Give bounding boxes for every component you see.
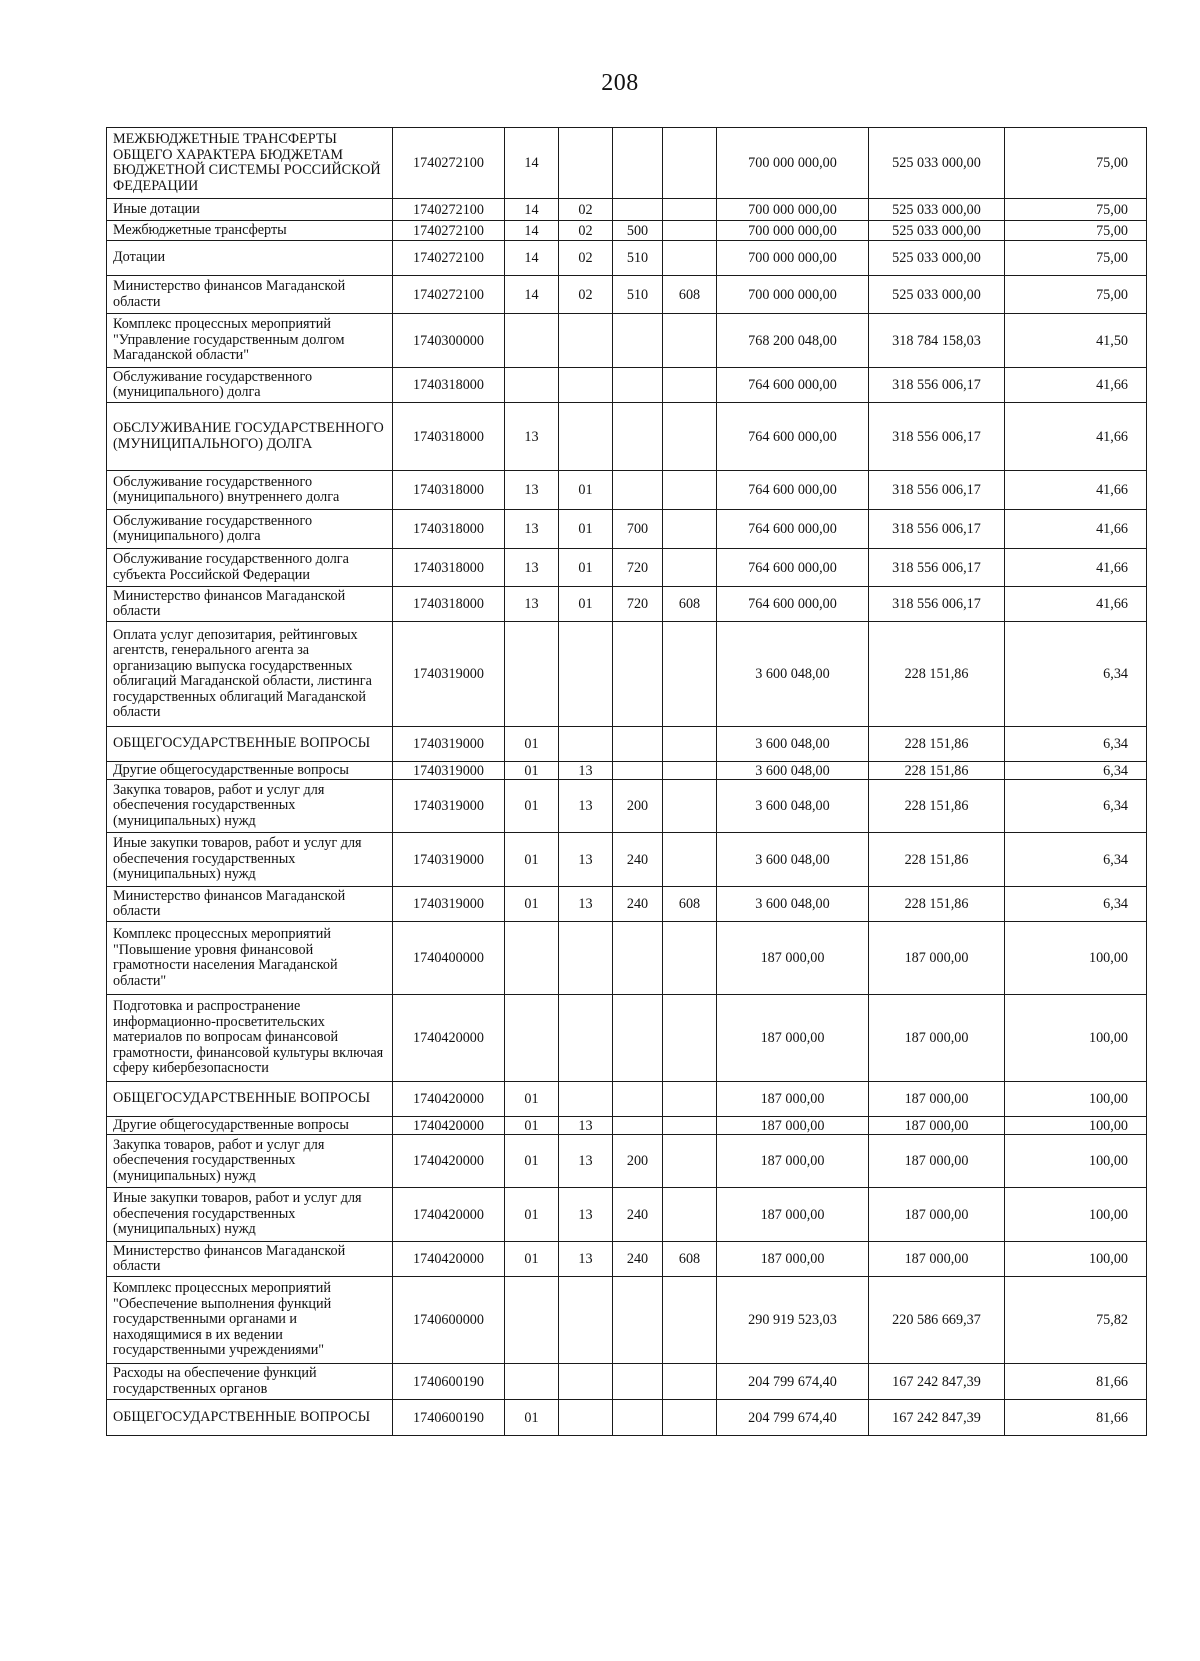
expense-type-code — [613, 368, 663, 403]
administrator-code — [663, 622, 717, 727]
table-row — [107, 314, 1147, 368]
executed-amount: 318 556 006,17 — [869, 403, 1005, 471]
expense-type-code: 500 — [613, 221, 663, 241]
executed-amount: 187 000,00 — [869, 1082, 1005, 1117]
target-article-code: 1740318000 — [393, 368, 505, 403]
target-article-code: 1740319000 — [393, 887, 505, 922]
planned-amount: 204 799 674,40 — [717, 1364, 869, 1400]
table-row — [107, 549, 1147, 587]
execution-percent: 75,00 — [1005, 128, 1147, 199]
planned-amount: 3 600 048,00 — [717, 780, 869, 833]
table-row — [107, 587, 1147, 622]
subsection-code — [559, 1364, 613, 1400]
executed-amount: 525 033 000,00 — [869, 199, 1005, 221]
execution-percent: 6,34 — [1005, 833, 1147, 887]
execution-percent: 81,66 — [1005, 1364, 1147, 1400]
row-name: Обслуживание государственного долга субъекта Российской Федерации — [107, 549, 393, 587]
planned-amount: 290 919 523,03 — [717, 1277, 869, 1364]
section-code: 01 — [505, 762, 559, 780]
target-article-code: 1740319000 — [393, 762, 505, 780]
execution-percent: 6,34 — [1005, 727, 1147, 762]
subsection-code — [559, 403, 613, 471]
subsection-code: 13 — [559, 780, 613, 833]
execution-percent: 6,34 — [1005, 780, 1147, 833]
administrator-code — [663, 1364, 717, 1400]
table-row — [107, 1242, 1147, 1277]
section-code — [505, 314, 559, 368]
target-article-code: 1740300000 — [393, 314, 505, 368]
row-name: Министерство финансов Магаданской области — [107, 1242, 393, 1277]
administrator-code — [663, 128, 717, 199]
expense-type-code — [613, 128, 663, 199]
executed-amount: 525 033 000,00 — [869, 128, 1005, 199]
target-article-code: 1740318000 — [393, 549, 505, 587]
planned-amount: 187 000,00 — [717, 1135, 869, 1188]
subsection-code — [559, 1400, 613, 1436]
target-article-code: 1740319000 — [393, 780, 505, 833]
administrator-code — [663, 199, 717, 221]
executed-amount: 228 151,86 — [869, 887, 1005, 922]
administrator-code — [663, 922, 717, 995]
planned-amount: 187 000,00 — [717, 1188, 869, 1242]
target-article-code: 1740420000 — [393, 1135, 505, 1188]
row-name: Другие общегосударственные вопросы — [107, 762, 393, 780]
expense-type-code — [613, 471, 663, 510]
planned-amount: 3 600 048,00 — [717, 762, 869, 780]
subsection-code: 13 — [559, 833, 613, 887]
expense-type-code: 510 — [613, 241, 663, 276]
administrator-code — [663, 241, 717, 276]
table-row — [107, 471, 1147, 510]
executed-amount: 167 242 847,39 — [869, 1400, 1005, 1436]
administrator-code — [663, 314, 717, 368]
subsection-code: 01 — [559, 587, 613, 622]
section-code: 13 — [505, 587, 559, 622]
section-code: 01 — [505, 887, 559, 922]
table-row — [107, 833, 1147, 887]
row-name: МЕЖБЮДЖЕТНЫЕ ТРАНСФЕРТЫ ОБЩЕГО ХАРАКТЕРА БЮДЖЕТАМ БЮДЖЕТНОЙ СИСТЕМЫ РОССИЙСКОЙ ФЕДЕРАЦИИ — [107, 128, 393, 199]
execution-percent: 41,66 — [1005, 368, 1147, 403]
executed-amount: 187 000,00 — [869, 922, 1005, 995]
expense-type-code — [613, 1117, 663, 1135]
expense-type-code — [613, 1364, 663, 1400]
subsection-code — [559, 368, 613, 403]
subsection-code: 13 — [559, 887, 613, 922]
subsection-code: 13 — [559, 762, 613, 780]
expense-type-code: 720 — [613, 587, 663, 622]
planned-amount: 187 000,00 — [717, 922, 869, 995]
table-row — [107, 128, 1147, 199]
subsection-code — [559, 1082, 613, 1117]
table-row — [107, 368, 1147, 403]
execution-percent: 75,00 — [1005, 199, 1147, 221]
table-row — [107, 1188, 1147, 1242]
section-code — [505, 995, 559, 1082]
expense-type-code — [613, 1082, 663, 1117]
execution-percent: 75,00 — [1005, 221, 1147, 241]
table-row — [107, 276, 1147, 314]
table-row — [107, 510, 1147, 549]
section-code: 13 — [505, 549, 559, 587]
section-code: 14 — [505, 276, 559, 314]
target-article-code: 1740318000 — [393, 471, 505, 510]
execution-percent: 6,34 — [1005, 887, 1147, 922]
section-code — [505, 1277, 559, 1364]
executed-amount: 318 556 006,17 — [869, 471, 1005, 510]
row-name: Министерство финансов Магаданской области — [107, 587, 393, 622]
section-code: 01 — [505, 1242, 559, 1277]
subsection-code — [559, 995, 613, 1082]
planned-amount: 764 600 000,00 — [717, 368, 869, 403]
execution-percent: 6,34 — [1005, 762, 1147, 780]
planned-amount: 764 600 000,00 — [717, 587, 869, 622]
administrator-code — [663, 1277, 717, 1364]
administrator-code: 608 — [663, 587, 717, 622]
executed-amount: 318 784 158,03 — [869, 314, 1005, 368]
planned-amount: 700 000 000,00 — [717, 241, 869, 276]
row-name: ОБЩЕГОСУДАРСТВЕННЫЕ ВОПРОСЫ — [107, 1082, 393, 1117]
table-row — [107, 1400, 1147, 1436]
target-article-code: 1740420000 — [393, 1188, 505, 1242]
target-article-code: 1740318000 — [393, 403, 505, 471]
subsection-code — [559, 1277, 613, 1364]
target-article-code: 1740420000 — [393, 1082, 505, 1117]
section-code — [505, 1364, 559, 1400]
execution-percent: 75,82 — [1005, 1277, 1147, 1364]
executed-amount: 220 586 669,37 — [869, 1277, 1005, 1364]
expense-type-code: 700 — [613, 510, 663, 549]
expense-type-code: 240 — [613, 1188, 663, 1242]
section-code: 01 — [505, 1135, 559, 1188]
section-code: 13 — [505, 403, 559, 471]
subsection-code: 02 — [559, 241, 613, 276]
administrator-code — [663, 1400, 717, 1436]
expense-type-code: 240 — [613, 887, 663, 922]
row-name: Дотации — [107, 241, 393, 276]
execution-percent: 41,66 — [1005, 471, 1147, 510]
administrator-code: 608 — [663, 1242, 717, 1277]
administrator-code — [663, 549, 717, 587]
planned-amount: 3 600 048,00 — [717, 833, 869, 887]
row-name: Оплата услуг депозитария, рейтинговых агентств, генерального агента за организацию выпуска государственных облигаций Магаданской области, листинга государственных облигаций Магаданской области — [107, 622, 393, 727]
target-article-code: 1740272100 — [393, 128, 505, 199]
row-name: Комплекс процессных мероприятий "Обеспечение выполнения функций государственными органами и находящимися в их ведении государственными учреждениями" — [107, 1277, 393, 1364]
table-row — [107, 780, 1147, 833]
execution-percent: 75,00 — [1005, 241, 1147, 276]
planned-amount: 768 200 048,00 — [717, 314, 869, 368]
expense-type-code — [613, 762, 663, 780]
section-code: 13 — [505, 471, 559, 510]
table-row — [107, 762, 1147, 780]
row-name: Другие общегосударственные вопросы — [107, 1117, 393, 1135]
subsection-code: 01 — [559, 510, 613, 549]
administrator-code — [663, 1082, 717, 1117]
target-article-code: 1740600190 — [393, 1400, 505, 1436]
section-code: 14 — [505, 221, 559, 241]
execution-percent: 100,00 — [1005, 1135, 1147, 1188]
section-code: 01 — [505, 1117, 559, 1135]
table-row — [107, 995, 1147, 1082]
target-article-code: 1740272100 — [393, 241, 505, 276]
administrator-code — [663, 471, 717, 510]
executed-amount: 187 000,00 — [869, 995, 1005, 1082]
section-code: 01 — [505, 1082, 559, 1117]
row-name: Иные дотации — [107, 199, 393, 221]
execution-percent: 100,00 — [1005, 1082, 1147, 1117]
target-article-code: 1740319000 — [393, 833, 505, 887]
expense-type-code: 200 — [613, 1135, 663, 1188]
section-code: 01 — [505, 1400, 559, 1436]
executed-amount: 318 556 006,17 — [869, 510, 1005, 549]
administrator-code — [663, 780, 717, 833]
section-code: 13 — [505, 510, 559, 549]
page-number: 208 — [601, 70, 639, 96]
planned-amount: 764 600 000,00 — [717, 549, 869, 587]
target-article-code: 1740600000 — [393, 1277, 505, 1364]
execution-percent: 41,66 — [1005, 549, 1147, 587]
executed-amount: 228 151,86 — [869, 833, 1005, 887]
executed-amount: 318 556 006,17 — [869, 587, 1005, 622]
planned-amount: 3 600 048,00 — [717, 727, 869, 762]
section-code: 01 — [505, 780, 559, 833]
planned-amount: 764 600 000,00 — [717, 403, 869, 471]
expense-type-code — [613, 199, 663, 221]
section-code: 14 — [505, 241, 559, 276]
section-code — [505, 922, 559, 995]
planned-amount: 187 000,00 — [717, 995, 869, 1082]
expense-type-code: 240 — [613, 833, 663, 887]
execution-percent: 100,00 — [1005, 1242, 1147, 1277]
executed-amount: 525 033 000,00 — [869, 221, 1005, 241]
administrator-code — [663, 403, 717, 471]
subsection-code: 13 — [559, 1117, 613, 1135]
administrator-code — [663, 221, 717, 241]
subsection-code — [559, 922, 613, 995]
row-name: ОБЩЕГОСУДАРСТВЕННЫЕ ВОПРОСЫ — [107, 1400, 393, 1436]
expense-type-code: 720 — [613, 549, 663, 587]
row-name: Обслуживание государственного (муниципального) долга — [107, 510, 393, 549]
expense-type-code — [613, 403, 663, 471]
table-row — [107, 1135, 1147, 1188]
table-row — [107, 887, 1147, 922]
subsection-code: 13 — [559, 1188, 613, 1242]
section-code — [505, 622, 559, 727]
row-name: Межбюджетные трансферты — [107, 221, 393, 241]
table-row — [107, 241, 1147, 276]
row-name: Министерство финансов Магаданской области — [107, 276, 393, 314]
expense-type-code: 240 — [613, 1242, 663, 1277]
section-code: 14 — [505, 128, 559, 199]
planned-amount: 700 000 000,00 — [717, 199, 869, 221]
target-article-code: 1740318000 — [393, 510, 505, 549]
execution-percent: 41,66 — [1005, 510, 1147, 549]
section-code — [505, 368, 559, 403]
table-row — [107, 922, 1147, 995]
execution-percent: 41,50 — [1005, 314, 1147, 368]
expense-type-code — [613, 727, 663, 762]
budget-execution-table — [106, 127, 1147, 1436]
target-article-code: 1740272100 — [393, 276, 505, 314]
expense-type-code — [613, 922, 663, 995]
execution-percent: 81,66 — [1005, 1400, 1147, 1436]
executed-amount: 525 033 000,00 — [869, 276, 1005, 314]
administrator-code — [663, 995, 717, 1082]
planned-amount: 3 600 048,00 — [717, 887, 869, 922]
execution-percent: 41,66 — [1005, 587, 1147, 622]
row-name: ОБЩЕГОСУДАРСТВЕННЫЕ ВОПРОСЫ — [107, 727, 393, 762]
row-name: Закупка товаров, работ и услуг для обеспечения государственных (муниципальных) нужд — [107, 1135, 393, 1188]
row-name: Расходы на обеспечение функций государственных органов — [107, 1364, 393, 1400]
expense-type-code: 510 — [613, 276, 663, 314]
executed-amount: 187 000,00 — [869, 1188, 1005, 1242]
execution-percent: 41,66 — [1005, 403, 1147, 471]
row-name: Комплекс процессных мероприятий "Повышение уровня финансовой грамотности населения Магаданской области" — [107, 922, 393, 995]
administrator-code — [663, 727, 717, 762]
table-row — [107, 622, 1147, 727]
target-article-code: 1740319000 — [393, 622, 505, 727]
planned-amount: 764 600 000,00 — [717, 471, 869, 510]
target-article-code: 1740318000 — [393, 587, 505, 622]
subsection-code: 02 — [559, 199, 613, 221]
planned-amount: 187 000,00 — [717, 1117, 869, 1135]
target-article-code: 1740272100 — [393, 199, 505, 221]
subsection-code — [559, 128, 613, 199]
administrator-code — [663, 1188, 717, 1242]
expense-type-code — [613, 1277, 663, 1364]
row-name: Закупка товаров, работ и услуг для обеспечения государственных (муниципальных) нужд — [107, 780, 393, 833]
administrator-code: 608 — [663, 276, 717, 314]
row-name: Обслуживание государственного (муниципального) долга — [107, 368, 393, 403]
row-name: Подготовка и распространение информационно-просветительских материалов по вопросам финансовой грамотности, финансовой культуры включая сферу кибербезопасности — [107, 995, 393, 1082]
table-row — [107, 199, 1147, 221]
expense-type-code — [613, 995, 663, 1082]
subsection-code: 02 — [559, 221, 613, 241]
row-name: Иные закупки товаров, работ и услуг для обеспечения государственных (муниципальных) нужд — [107, 1188, 393, 1242]
executed-amount: 228 151,86 — [869, 727, 1005, 762]
planned-amount: 764 600 000,00 — [717, 510, 869, 549]
planned-amount: 700 000 000,00 — [717, 276, 869, 314]
subsection-code: 13 — [559, 1135, 613, 1188]
executed-amount: 187 000,00 — [869, 1117, 1005, 1135]
administrator-code — [663, 833, 717, 887]
row-name: Министерство финансов Магаданской области — [107, 887, 393, 922]
target-article-code: 1740600190 — [393, 1364, 505, 1400]
execution-percent: 100,00 — [1005, 995, 1147, 1082]
subsection-code — [559, 727, 613, 762]
planned-amount: 187 000,00 — [717, 1242, 869, 1277]
administrator-code — [663, 1135, 717, 1188]
planned-amount: 700 000 000,00 — [717, 221, 869, 241]
table-row — [107, 403, 1147, 471]
table-row — [107, 1117, 1147, 1135]
target-article-code: 1740420000 — [393, 1117, 505, 1135]
subsection-code: 02 — [559, 276, 613, 314]
execution-percent: 100,00 — [1005, 922, 1147, 995]
executed-amount: 187 000,00 — [869, 1135, 1005, 1188]
executed-amount: 525 033 000,00 — [869, 241, 1005, 276]
executed-amount: 318 556 006,17 — [869, 549, 1005, 587]
subsection-code — [559, 314, 613, 368]
administrator-code — [663, 762, 717, 780]
subsection-code: 01 — [559, 549, 613, 587]
executed-amount: 167 242 847,39 — [869, 1364, 1005, 1400]
executed-amount: 228 151,86 — [869, 780, 1005, 833]
row-name: Обслуживание государственного (муниципального) внутреннего долга — [107, 471, 393, 510]
table-row — [107, 1364, 1147, 1400]
execution-percent: 6,34 — [1005, 622, 1147, 727]
target-article-code: 1740319000 — [393, 727, 505, 762]
subsection-code — [559, 622, 613, 727]
table-body — [107, 128, 1147, 1436]
administrator-code — [663, 1117, 717, 1135]
subsection-code: 13 — [559, 1242, 613, 1277]
section-code: 01 — [505, 727, 559, 762]
planned-amount: 187 000,00 — [717, 1082, 869, 1117]
execution-percent: 100,00 — [1005, 1117, 1147, 1135]
row-name: Комплекс процессных мероприятий "Управление государственным долгом Магаданской области" — [107, 314, 393, 368]
executed-amount: 228 151,86 — [869, 762, 1005, 780]
planned-amount: 700 000 000,00 — [717, 128, 869, 199]
section-code: 14 — [505, 199, 559, 221]
target-article-code: 1740420000 — [393, 1242, 505, 1277]
subsection-code: 01 — [559, 471, 613, 510]
executed-amount: 187 000,00 — [869, 1242, 1005, 1277]
executed-amount: 318 556 006,17 — [869, 368, 1005, 403]
section-code: 01 — [505, 1188, 559, 1242]
planned-amount: 204 799 674,40 — [717, 1400, 869, 1436]
table-row — [107, 727, 1147, 762]
table-row — [107, 1277, 1147, 1364]
table-row — [107, 1082, 1147, 1117]
target-article-code: 1740400000 — [393, 922, 505, 995]
planned-amount: 3 600 048,00 — [717, 622, 869, 727]
administrator-code: 608 — [663, 887, 717, 922]
row-name: Иные закупки товаров, работ и услуг для обеспечения государственных (муниципальных) нужд — [107, 833, 393, 887]
executed-amount: 228 151,86 — [869, 622, 1005, 727]
expense-type-code — [613, 1400, 663, 1436]
expense-type-code — [613, 622, 663, 727]
expense-type-code: 200 — [613, 780, 663, 833]
target-article-code: 1740420000 — [393, 995, 505, 1082]
row-name: ОБСЛУЖИВАНИЕ ГОСУДАРСТВЕННОГО (МУНИЦИПАЛЬНОГО) ДОЛГА — [107, 403, 393, 471]
expense-type-code — [613, 314, 663, 368]
execution-percent: 100,00 — [1005, 1188, 1147, 1242]
target-article-code: 1740272100 — [393, 221, 505, 241]
execution-percent: 75,00 — [1005, 276, 1147, 314]
administrator-code — [663, 510, 717, 549]
table-row — [107, 221, 1147, 241]
section-code: 01 — [505, 833, 559, 887]
administrator-code — [663, 368, 717, 403]
